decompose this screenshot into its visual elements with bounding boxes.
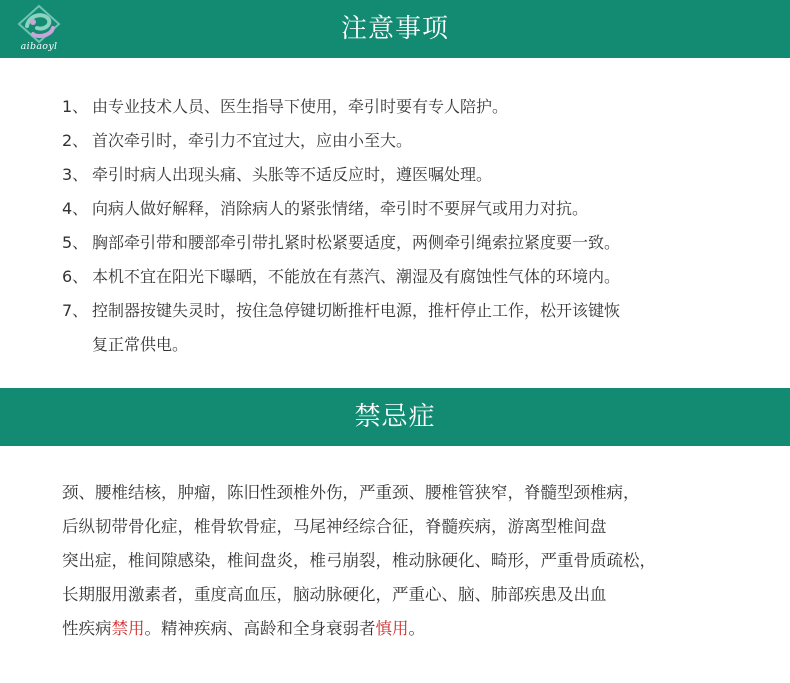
list-item xyxy=(62,162,762,196)
item-text: 本机不宜在阳光下曝晒，不能放在有蒸汽、潮湿及有腐蚀性气体的环境内。 xyxy=(92,267,621,286)
item-number: 6、 xyxy=(62,267,89,286)
paragraph-line: 后纵韧带骨化症，椎骨软骨症，马尾神经综合征，脊髓疾病，游离型椎间盘 xyxy=(62,517,607,536)
text-segment: 性疾病 xyxy=(62,619,112,638)
item-text: 由专业技术人员、医生指导下使用，牵引时要有专人陪护。 xyxy=(92,97,509,116)
list-item xyxy=(62,298,762,332)
list-item xyxy=(62,264,762,298)
list-item xyxy=(62,128,762,162)
caution-label: 慎用 xyxy=(375,619,409,638)
brand-logo xyxy=(11,4,67,58)
contraindications-paragraph xyxy=(62,480,752,650)
item-text: 控制器按键失灵时，按住急停键切断推杆电源，推杆停止工作，松开该键恢 xyxy=(92,301,621,320)
paragraph-line: 颈、腰椎结核，肿瘤，陈旧性颈椎外伤，严重颈、腰椎管狭窄，脊髓型颈椎病， xyxy=(62,483,640,502)
text-segment: 。精神疾病、高龄和全身衰弱者 xyxy=(144,619,376,638)
section-banner-precautions xyxy=(0,0,790,58)
item-number: 2、 xyxy=(62,131,89,150)
item-number: 5、 xyxy=(62,233,89,252)
item-text: 胸部牵引带和腰部牵引带扎紧时松紧要适度，两侧牵引绳索拉紧度要一致。 xyxy=(92,233,621,252)
list-item-continuation: 复正常供电。 xyxy=(92,335,189,354)
item-number: 4、 xyxy=(62,199,89,218)
item-text: 牵引时病人出现头痛、头胀等不适反应时，遵医嘱处理。 xyxy=(92,165,493,184)
paragraph-line: 突出症，椎间隙感染，椎间盘炎，椎弓崩裂，椎动脉硬化、畸形，严重骨质疏松， xyxy=(62,551,656,570)
list-item xyxy=(62,196,762,230)
paragraph-line-last xyxy=(62,616,752,650)
item-text: 向病人做好解释，消除病人的紧张情绪，牵引时不要屏气或用力对抗。 xyxy=(92,199,589,218)
section-banner-contraindications xyxy=(0,388,790,446)
item-number: 3、 xyxy=(62,165,89,184)
section-title-contraindications: 禁忌症 xyxy=(354,402,436,432)
item-number: 7、 xyxy=(62,301,89,320)
list-item xyxy=(62,230,762,264)
list-item xyxy=(62,94,762,128)
section-title-precautions: 注意事项 xyxy=(340,14,449,44)
item-text: 首次牵引时，牵引力不宜过大，应由小至大。 xyxy=(92,131,413,150)
paragraph-line: 长期服用激素者，重度高血压，脑动脉硬化，严重心、脑、肺部疾患及出血 xyxy=(62,585,607,604)
prohibited-label: 禁用 xyxy=(111,619,145,638)
text-segment: 。 xyxy=(408,619,425,638)
logo-text: aibaoyl xyxy=(20,41,58,52)
aibaoyl-logo-icon xyxy=(11,4,67,44)
precautions-list xyxy=(62,94,762,366)
item-number: 1、 xyxy=(62,97,89,116)
